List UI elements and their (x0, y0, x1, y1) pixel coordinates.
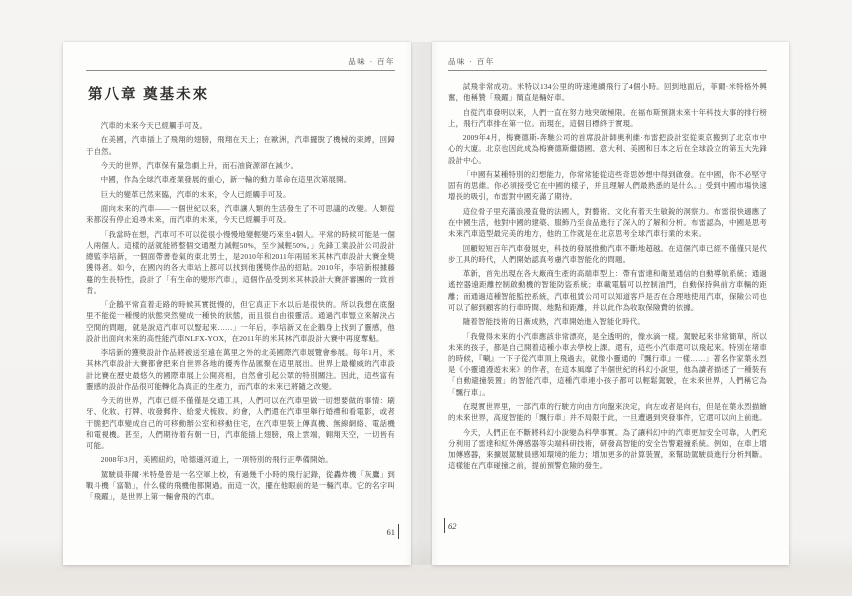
paragraph: 2009年4月，梅賽德斯-奔馳公司的首席設計師奧利維·布雷把設計室從東京搬到了北京市中心的大廈。北京也因此成為梅賽德斯繼德國、意大利、美國和日本之后在全球設立的第五大先鋒設計中心。 (448, 133, 767, 165)
paragraph: 面向未來的汽車——一個世紀以來，汽車讓人類的生活發生了不可思議的改變。人類從來都沒有停止追尋未來，而汽車的未來，今天已經觸手可及。 (86, 204, 395, 225)
paragraph: 李培新的獲獎設計作品將被送至遠在萬里之外的北美國際汽車展覽會參展。每年1月，米其林汽車設計大賽都會把來自世界各地的優秀作品匯聚在這里展出。世界上最權威的汽車設計比賽在歷史最悠久的國際車展上公開亮相，自然會引起公眾的特別關注。因此，這些富有靈感的設計作品很可能轉化為真正的生產力，而汽車的未來已將隨之改變。 (86, 348, 395, 391)
paragraph: 今天，人們正在不斷將科幻小說變為科學事實。為了讓科幻中的汽車更加安全可靠，人們充分利用了雷達和紅外傳感器等尖端科研技術，研發高智能的安全告警避撞系統。例如，在車上增加傳感器，來擴展駕駛員感知環境的能力；增加更多的計算裝置，來幫助駕駛員進行分析判斷。這樣能在汽車碰撞之前，提前預警危險的發生。 (448, 427, 767, 471)
running-head-left (86, 56, 395, 71)
paragraph: 這位骨子里充滿浪漫直覺的法國人，對藝術、文化有着天生敏銳的洞察力。布雷很快適應了在中國生活，他對中國的建築、服飾乃至食品進行了深入的了解和分析。布雷認為，中國是思考未來汽車造型最完美的地方，他的工作就是在北京思考全球汽車行業的未來。 (448, 206, 767, 239)
paragraph: 2008年3月，美國紐約，哈德遜河道上，一項特別的飛行正準備開始。 (100, 455, 333, 465)
running-head-right (448, 56, 767, 71)
page-number-text: 62 (448, 520, 457, 531)
paragraph: 「企鵝平常直着走路的時候其實挺慢的，但它真正下水以后是很快的。所以我想在底盤里不能從一種慢的狀態突然變成一種快的狀態，而且很自由很靈活。通過汽車豎立來解決占空間的問題，就是說這汽車可以豎起來……」一年后，李培新又在企鵝身上找到了靈感，他設計出面向未來的高性能汽車NLFX-YOX，在2011年的米其林汽車設計大賽中再度奪魁。 (86, 300, 395, 343)
paragraph: 在現實世界里，一部汽車的行駛方向由方向盤來決定，向左或者是向右，但是在葉永烈描繪的未來世界，高度智能的「飄行車」并不局限于此，一旦遭遇到突發事件，它還可以向上前進。 (448, 401, 767, 423)
paragraph: 「我覺得未來的小汽車應該非常漂亮，是全透明的，像水滴一樣。駕駛起來非常簡單，所以未來的孩子，都是自己開着這種小車去學校上課。還有，這些小汽車還可以飛起來。特別在堵車的時候，『唰』一下子從汽車頂上飛過去，就像小靈通的『飄行車』一樣……」著名作家葉永烈是《小靈通漫遊未來》的作者，在這本風靡了半個世紀的科幻小說里，他為讀者描述了一種裝有「自動避撞裝置」的智能汽車，這種汽車連小孩子都可以輕鬆駕駛，在未來世界，人們稱它為「飄行車」。 (448, 331, 767, 397)
paragraph: 「我當時在想，汽車可不可以從很小慢慢地變輕變巧來坐4個人。平常的時候可能是一個人兩個人。這樣的話就能將整個交通壓力減輕50%，至少減輕50%。」先鋒工業設計公司設計總監李培新，一個面帶書卷氣的東北男士，是2010年和2011年兩屆米其林汽車設計大賽金獎獲得者。如今，在國內的各大車站上都可以找到他獲獎作品的招貼。2010年，李培新根據藤蔓的生長特性，設計了「有生命的變形汽車」，這個作品受到米其林設計大賽評審團的一致首肯。 (86, 229, 395, 295)
page-right (432, 42, 789, 565)
running-head-text: 品味 · 百年 (448, 57, 495, 66)
page-number-right (444, 518, 457, 533)
paragraph: 中國，作為全球汽車產業發展的重心，新一輪的動力革命在這里次第展開。 (100, 175, 352, 185)
paragraph: 駕駛員菲爾·米特曼曾是一名空軍上校，有過幾千小時的飛行記錄，從轟炸機「灰鷹」到戰斗機「富勒」，什么樣的飛機他都開過。而這一次，擺在他眼前的是一輛汽車。它的名字叫「飛躍」，是世界上第一輛會飛的汽車。 (86, 469, 395, 502)
paragraph: 在美國，汽車插上了飛翔的翅膀，飛翔在天上；在歐洲，汽車擺脫了機械的束縛，回歸于自然。 (86, 135, 395, 156)
page-number-text: 61 (386, 526, 395, 537)
paragraph: 「中國有某種特別的幻想能力，你常常能從這些奇思妙想中得到啟發。在中國，你不必堅守固有的思維。你必須接受它在中國的樣子，并且理解人們最熟悉的是什么。」受到中國市場快速增長的吸引，布雷對中國充滿了期待。 (448, 169, 767, 202)
paragraph: 汽車的未來今天已經觸手可及。 (100, 121, 208, 130)
paragraph: 今天的世界，汽車保有量急劇上升，而石油資源卻在減少。 (100, 160, 299, 170)
right-page-body (448, 81, 767, 471)
left-page-body (86, 120, 395, 502)
paragraph: 今天的世界，汽車已經不僅僅是交通工具，人們可以在汽車里做一切想要做的事情：刷牙、化妝、打牌、收發郵件、給愛犬梳妝、約會，人們還在汽車里舉行婚禮和看電影，或者干脆把汽車變成自己的可移動辦公室和移動住宅，在汽車里裝上傳真機、無線網絡、電話機和電視機。甚至，人們期待着有朝一日，汽車能插上翅膀，飛上雲端，翱翔天空，一切皆有可能。 (86, 396, 395, 450)
page-left (63, 42, 411, 565)
running-head-text: 品味 · 百年 (348, 57, 395, 66)
paragraph: 試飛非常成功。米特以134公里的時速連續飛行了4個小時。回到地面后，菲爾·米特格外興奮，他稱贊「飛躍」簡直是輛好車。 (448, 82, 767, 103)
page-number-tick (444, 518, 445, 533)
paragraph: 回顧短短百年汽車發展史，科技的發展推動汽車不斷地超越。在這個汽車已經不僅僅只是代步工具的時代，人們開始認真考慮汽車智能化的問題。 (448, 243, 767, 264)
page-number-tick (398, 524, 399, 539)
paragraph: 巨大的變革已然來臨，汽車的未來，令人已經觸手可及。 (100, 189, 291, 199)
paragraph: 革新，首先出現在各大廠商生產的高端車型上：帶有雷達和衛星通信的自動導航系統；通過遙控器遠距離控制啟動機的智能防盜系統；車載電腦可以控制油門，自動保持與前方車輛的距離；而通過這種智能監控系統，汽車租賃公司可以知道客戶是否在合理地使用汽車，保險公司也可以了解到顧客的行車時間、地點和距離，并以此作為收取保險費的依據。 (448, 269, 767, 312)
page-number-left (387, 524, 400, 539)
paragraph: 自從汽車發明以來，人們一直在努力地突破極限。在福布斯預測未來十年科技大事的排行榜上，飛行汽車排在第一位。而現在，這個目標終于實現。 (448, 107, 767, 128)
paragraph: 隨着智能技術的日漸成熟，汽車開始進入智能化時代。 (462, 317, 645, 327)
chapter-title: 第八章 奠基未來 (88, 87, 210, 103)
